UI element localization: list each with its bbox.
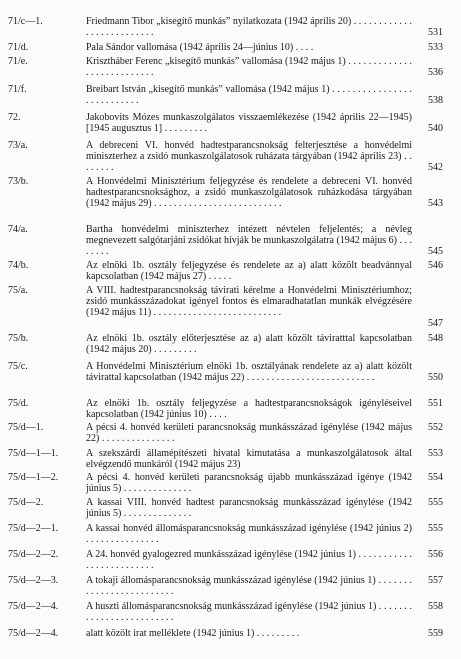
toc-entry [0, 575, 461, 597]
toc-entry [0, 16, 461, 38]
toc-entry [0, 84, 461, 106]
entry-number: 75/d—2—2. [8, 549, 59, 560]
entry-title: Breibart István „kisegítő munkás” vallomása (1942 május 1) . . . . . . . . . . . . . . . . . . . . . . . . . . . [86, 84, 412, 106]
entry-page-number: 545 [428, 246, 443, 257]
entry-page-number: 547 [428, 318, 443, 329]
entry-page-number: 538 [428, 95, 443, 106]
toc-entry [0, 422, 461, 444]
entry-title: Pala Sándor vallomása (1942 április 24—június 10) . . . . [86, 42, 314, 53]
entry-number: 71/e. [8, 56, 28, 67]
toc-entry [0, 333, 461, 355]
toc-entry [0, 260, 461, 282]
toc-entry [0, 56, 461, 78]
entry-title: A debreceni VI. honvéd hadtestparancsnokság felterjesztése a honvédelmi miniszterhez a zsidó munkaszolgálatosok ruházata tárgyában (1942 április 23) . . . . . . . . [86, 140, 412, 173]
entry-number: 75/d—2—4. [8, 628, 59, 639]
entry-number: 75/d—2. [8, 497, 44, 508]
entry-number: 71/d. [8, 42, 29, 53]
entry-title: Az elnöki 1b. osztály feljegyzése a hadtestparancsnokságok igényléseivel kapcsolatban (1942 június 10) . . . . [86, 398, 412, 420]
entry-title: A tokaji állomásparancsnokság munkásszázad igénylése (1942 június 1) . . . . . . . . . . . . . . . . . . . . . . . . . [86, 575, 412, 597]
entry-page-number: 557 [428, 575, 443, 586]
toc-entry [0, 497, 461, 519]
entry-number: 73/b. [8, 176, 29, 187]
entry-number: 75/d—1. [8, 422, 44, 433]
toc-entry [0, 549, 461, 571]
entry-number: 75/d. [8, 398, 29, 409]
entry-title: A pécsi 4. honvéd kerületi parancsnokság újabb munkásszázad igénye (1942 június 5) . . . . . . . . . . . . . . [86, 472, 412, 494]
entry-number: 75/d—2—4. [8, 601, 59, 612]
toc-entry [0, 472, 461, 494]
entry-title: A szekszárdi államépítészeti hivatal kimutatása a munkaszolgálatosok által elvégzendő munkáról (1942 május 23) [86, 448, 412, 470]
entry-page-number: 548 [428, 333, 443, 344]
entry-page-number: 540 [428, 123, 443, 134]
entry-number: 75/d—2—1. [8, 523, 59, 534]
toc-entry [0, 42, 461, 53]
entry-number: 75/b. [8, 333, 29, 344]
entry-number: 75/c. [8, 361, 28, 372]
entry-page-number: 558 [428, 601, 443, 612]
toc-entry [0, 112, 461, 134]
entry-title: Jakobovits Mózes munkaszolgálatos visszaemlékezése (1942 április 22—1945) [1945 augusztus 1] . . . . . . . . . [86, 112, 412, 134]
entry-page-number: 543 [428, 198, 443, 209]
toc-entry [0, 361, 461, 394]
entry-title: A Honvédelmi Minisztérium feljegyzése és rendelete a debreceni VI. honvéd hadtestparancsnoksághoz, a zsidó munkaszolgálatosok ruházkodása tárgyában (1942 május 29) . . . . . . . . . . . . . . . . . . . . . . . . . . [86, 176, 412, 209]
entry-page-number: 546 [428, 260, 443, 271]
entry-number: 73/a. [8, 140, 28, 151]
entry-page-number: 533 [428, 42, 443, 53]
entry-page-number: 542 [428, 162, 443, 173]
entry-number: 75/a. [8, 285, 28, 296]
entry-page-number: 531 [428, 27, 443, 38]
entry-number: 72. [8, 112, 21, 123]
entry-page-number: 556 [428, 549, 443, 560]
entry-number: 74/a. [8, 224, 28, 235]
entry-page-number: 551 [428, 398, 443, 409]
toc-entry [0, 140, 461, 173]
entry-page-number: 555 [428, 497, 443, 508]
entry-number: 71/c—1. [8, 16, 43, 27]
toc-entry [0, 285, 461, 329]
toc-entry [0, 224, 461, 257]
entry-number: 75/d—1—1. [8, 448, 59, 459]
toc-entry [0, 601, 461, 623]
entry-title: A VIII. hadtestparancsnokság távirati kérelme a Honvédelmi Minisztériumhoz; zsidó munkásszázadokat igényel fontos és elmaradhatatlan munkák elvégzésére (1942 május 11) . . . . . . . . . . . . . . . . . . . . . . . . . . [86, 285, 412, 318]
entry-page-number: 555 [428, 523, 443, 534]
toc-entry [0, 628, 461, 639]
entry-page-number: 536 [428, 67, 443, 78]
entry-title: A huszti állomásparancsnokság munkásszázad igénylése (1942 június 1) . . . . . . . . . . . . . . . . . . . . . . . . . [86, 601, 412, 623]
entry-page-number: 552 [428, 422, 443, 433]
entry-title: A kassai honvéd állomásparancsnokság munkásszázad igénylése (1942 június 2) . . . . . . . . . . . . . . . [86, 523, 412, 545]
entry-title: Krisztháber Ferenc „kisegítő munkás” vallomása (1942 május 1) . . . . . . . . . . . . . . . . . . . . . . . . . . . [86, 56, 412, 78]
toc-entry [0, 448, 461, 470]
entry-number: 75/d—2—3. [8, 575, 59, 586]
entry-title: Bartha honvédelmi miniszterhez intézett névtelen feljelentés; a névleg megnevezett salgótarjáni zsidókat hívják be munkaszolgálatra (1942 május 6) . . . . . . . . [86, 224, 413, 257]
entry-title: A kassai VIII. honvéd hadtest parancsnokság munkásszázad igénylése (1942 június 5) . . . . . . . . . . . . . . [86, 497, 412, 519]
entry-page-number: 550 [428, 372, 443, 383]
entry-title: Az elnöki 1b. osztály előterjesztése az a) alatt közölt táviratttal kapcsolatban (1942 május 20) . . . . . . . . . [86, 333, 412, 355]
toc-entry [0, 523, 461, 545]
entry-number: 75/d—1—2. [8, 472, 59, 483]
entry-title: A Honvédelmi Minisztérium elnöki 1b. osztályának rendelete az a) alatt közölt távirattal kapcsolatban (1942 május 22) . . . . . . . . . . . . . . . . . . . . . . . . . . [86, 361, 412, 383]
entry-page-number: 559 [428, 628, 443, 639]
entry-number: 74/b. [8, 260, 29, 271]
entry-number: 71/f. [8, 84, 27, 95]
entry-title: A pécsi 4. honvéd kerületi parancsnokság munkásszázad igénylése (1942 május 22) . . . . . . . . . . . . . . . [86, 422, 412, 444]
entry-page-number: 554 [428, 472, 443, 483]
entry-title: A 24. honvéd gyalogezred munkásszázad igénylése (1942 június 1) . . . . . . . . . . . . . . . . . . . . . . . . . [86, 549, 412, 571]
toc-entry [0, 176, 461, 220]
entry-title: Friedmann Tibor „kisegítő munkás” nyilatkozata (1942 április 20) . . . . . . . . . . . . . . . . . . . . . . . . . . [86, 16, 412, 38]
entry-page-number: 553 [428, 448, 443, 459]
entry-title: Az elnöki 1b. osztály feljegyzése és rendelete az a) alatt közölt beadvánnyal kapcsolatban (1942 május 27) . . . . . [86, 260, 412, 282]
toc-entry [0, 398, 461, 420]
entry-title: alatt közölt irat melléklete (1942 június 1) . . . . . . . . . [86, 628, 300, 639]
